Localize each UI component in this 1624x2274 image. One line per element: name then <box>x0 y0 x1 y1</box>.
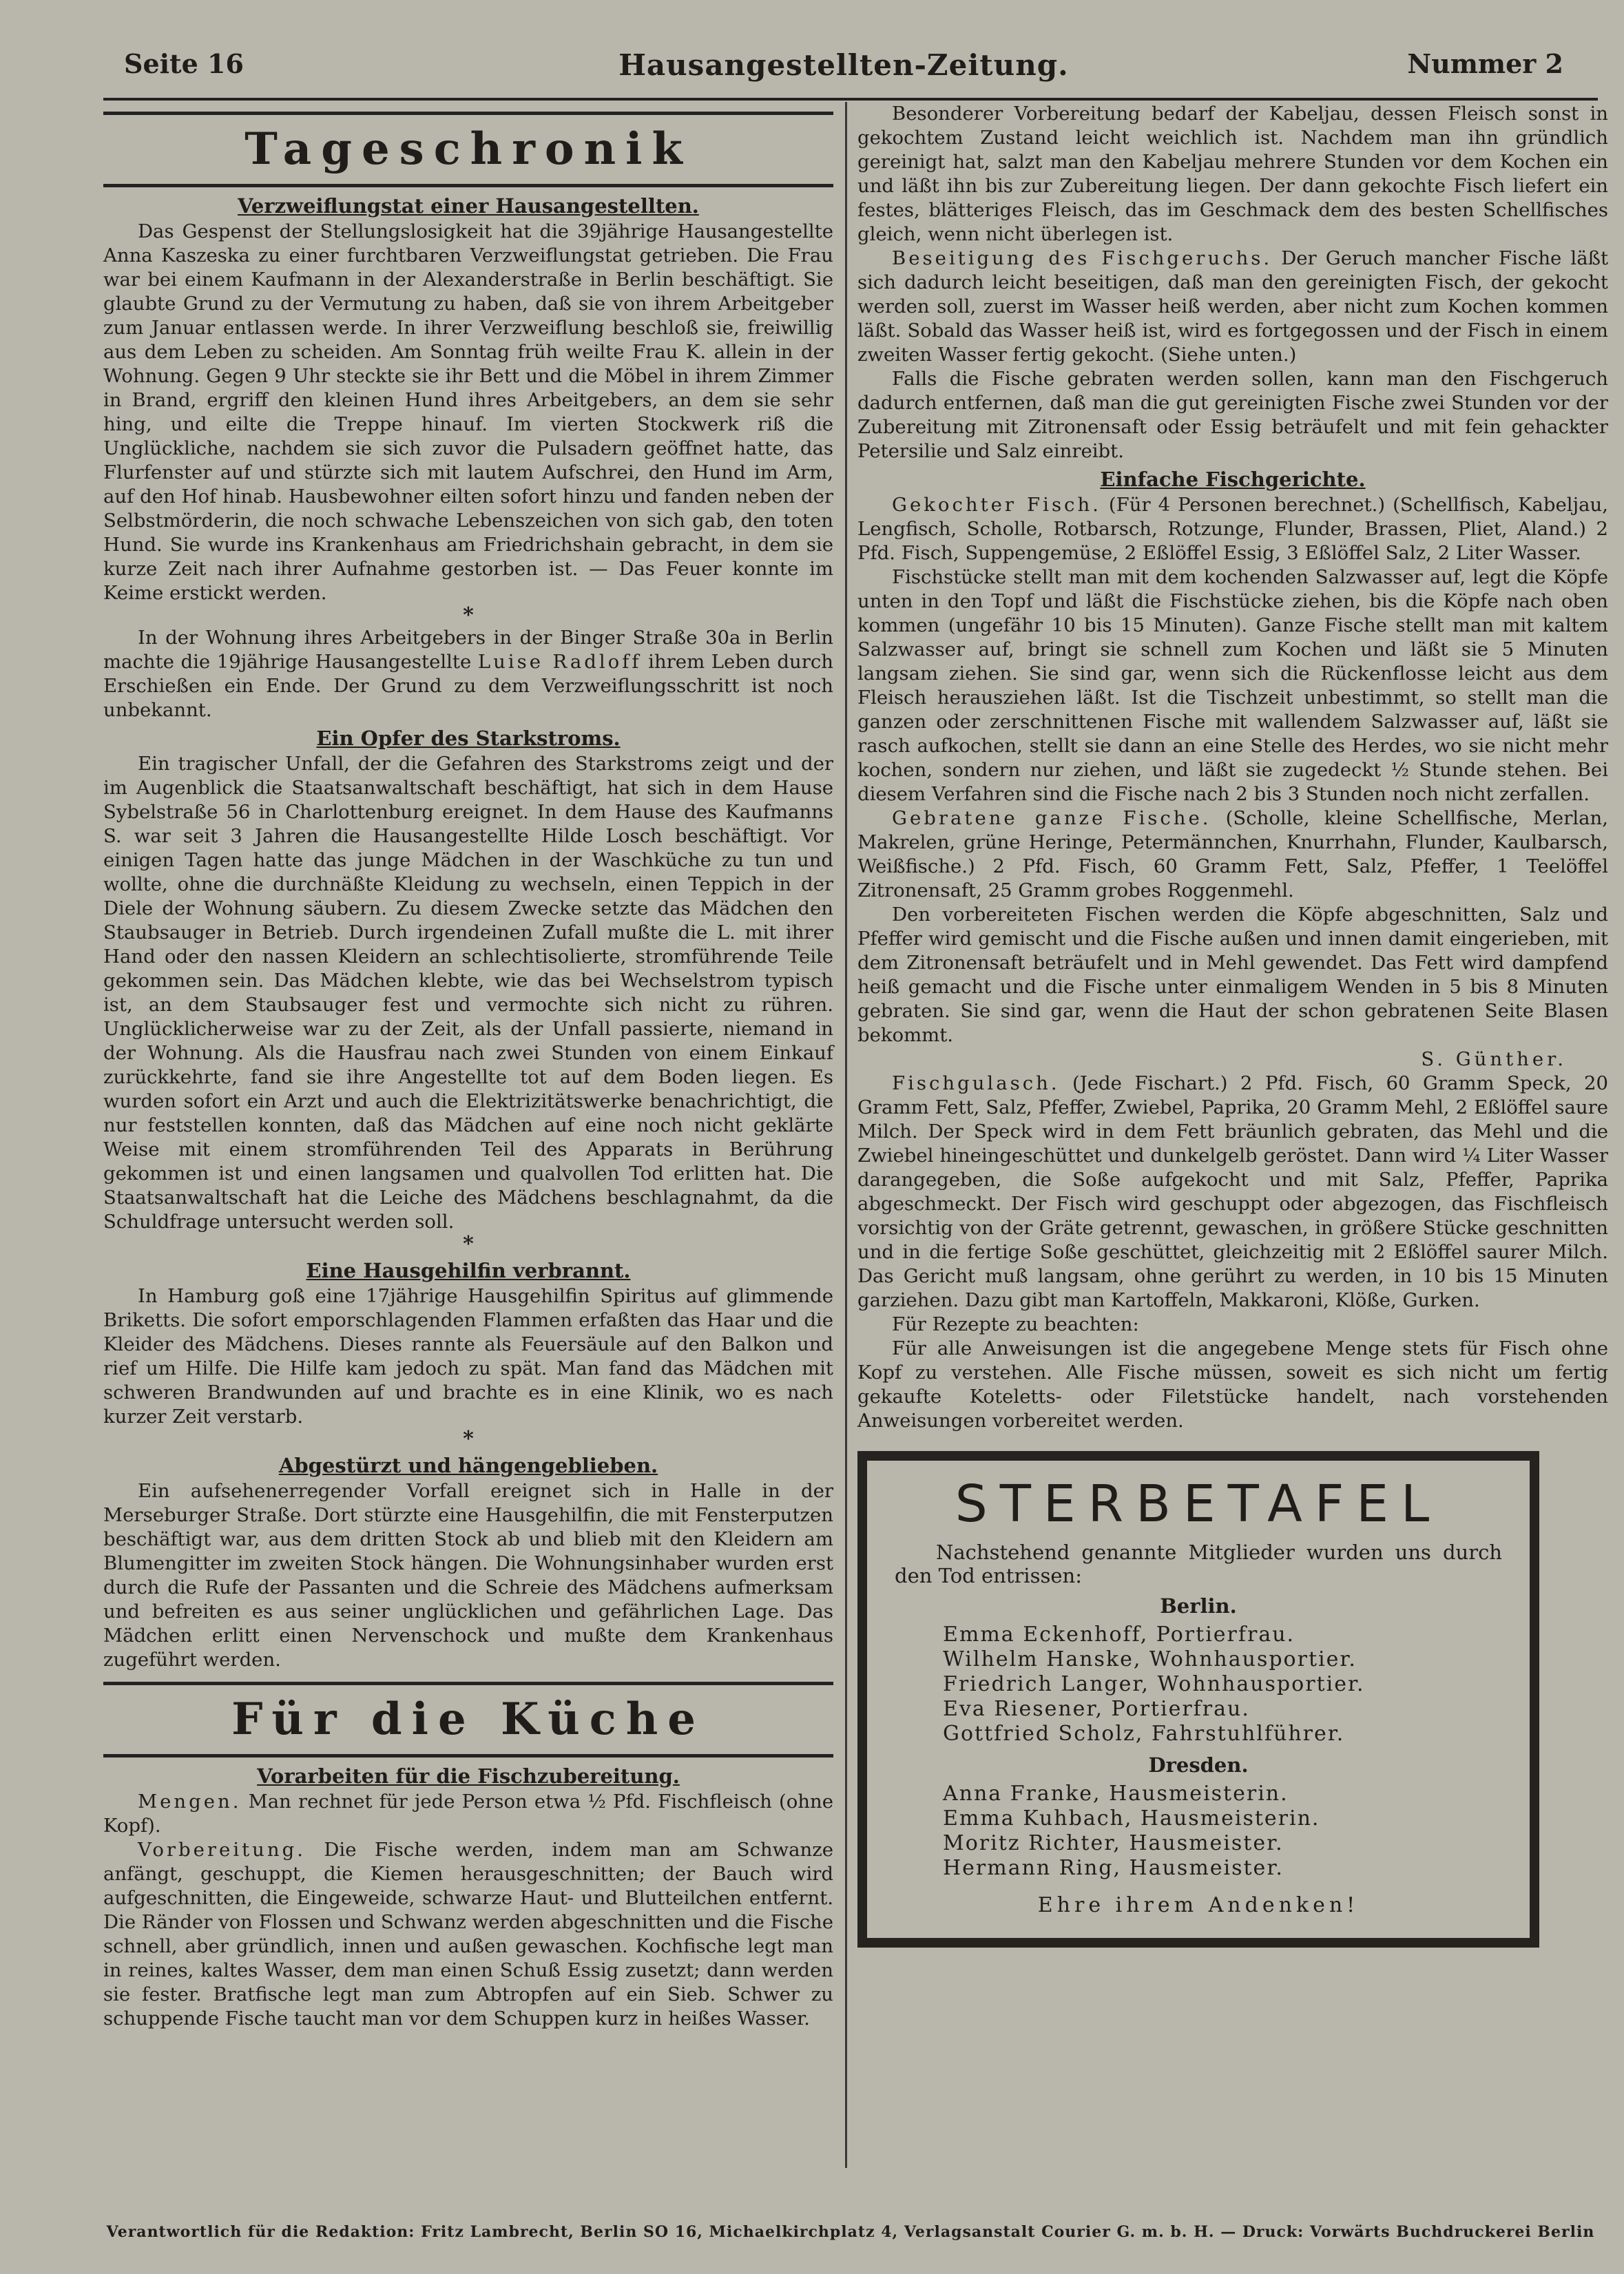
paragraph-label: Vorbereitung. <box>138 1839 306 1861</box>
obituary-entry: Eva Riesener, Portierfrau. <box>943 1697 1250 1721</box>
left-column <box>103 102 833 2031</box>
article-heading: Eine Hausgehilfin verbrannt. <box>306 1259 631 1282</box>
paragraph-body: (Scholle, kleine Schellfische, Merlan, Makrelen, grüne Heringe, Petermännchen, Knurrhahn, Flunder, Kaulbarsch, Weißfische.) 2 Pfd. Fisch, 60 Gramm Fett, Salz, Pfeffer, 1 Teelöffel Zitronensaft, 25 Gramm grobes Roggenmehl. <box>857 807 1608 901</box>
article-text-part: ihrem Leben durch Erschießen ein Ende. Der Grund zu dem Verzweiflungsschritt ist noch unbekannt. <box>103 651 833 721</box>
paragraph-label: Fischgulasch. <box>892 1072 1060 1094</box>
article-text: Für alle Anweisungen ist die angegebene Menge stets für Fisch ohne Kopf zu verstehen. Alle Fische müssen, soweit es sich nicht um fertig gekaufte Koteletts- oder Filetstücke handelt, nach vorstehenden Anweisungen vorbereitet werden. <box>857 1337 1608 1432</box>
article-text: Ein aufsehenerregender Vorfall ereignet sich in Halle in der Merseburger Straße. Dort stürzte eine Hausgehilfin, die mit Fensterputzen beschäftigt war, aus dem dritten Stock ab und blieb mit den Kleidern am Blumengitter im zweiten Stock hängen. Die Wohnungsinhaber wurden erst durch die Rufe der Passanten und die Schreie des Mädchens aufmerksam und befreiten es aus seiner unglücklichen und gefährlichen Lage. Das Mädchen erlitt einen Nervenschock und mußte dem Krankenhaus zugeführt werden. <box>103 1480 833 1671</box>
obituary-entry: Friedrich Langer, Wohnhausportier. <box>943 1672 1365 1696</box>
column-divider <box>845 102 847 2168</box>
paragraph-label: Mengen. <box>138 1791 242 1813</box>
article-text: Falls die Fische gebraten werden sollen, kann man den Fischgeruch dadurch entfernen, daß man die gut gereinigten Fische zwei Stunden vor der Zubereitung mit Zitronensaft oder Essig beträufelt und mit fein gehackter Petersilie und Salz einreibt. <box>857 368 1608 462</box>
article-heading: Verzweiflungstat einer Hausangestellten. <box>238 194 699 218</box>
article-text <box>103 626 833 722</box>
article-text: Für Rezepte zu beachten: <box>892 1313 1139 1335</box>
obituary-entry: Hermann Ring, Hausmeister. <box>943 1856 1284 1880</box>
obituary-entry: Anna Franke, Hausmeisterin. <box>943 1782 1289 1806</box>
paragraph-label: Gekochter Fisch. <box>892 494 1101 516</box>
obituary-city: Dresden. <box>1148 1753 1249 1777</box>
obituary-title: STERBETAFEL <box>955 1474 1442 1534</box>
obituary-box <box>857 1451 1539 1948</box>
article-text <box>857 247 1608 367</box>
right-column <box>857 102 1608 1948</box>
author-signature: S. Günther. <box>1421 1048 1567 1070</box>
obituary-entry: Emma Eckenhoff, Portierfrau. <box>943 1623 1295 1647</box>
separator-star: * <box>463 603 474 627</box>
obituary-entry: Emma Kuhbach, Hausmeisterin. <box>943 1806 1320 1830</box>
article-heading: Einfache Fischgerichte. <box>1100 468 1366 491</box>
person-name: Luise Radloff <box>477 651 642 673</box>
article-text: Ein tragischer Unfall, der die Gefahren des Starkstroms zeigt und der im Augenblick die Staatsanwaltschaft beschäftigt, hat sich in dem Hause Sybelstraße 56 in Charlottenburg ereignet. In dem Hause des Kaufmanns S. war seit 3 Jahren die Hausangestellte Hilde Losch beschäftigt. Vor einigen Tagen hatte das junge Mädchen in der Waschküche zu tun und wollte, ohne die durchnäßte Kleidung zu wechseln, einen Teppich in der Diele der Wohnung säubern. Zu diesem Zwecke setzte das Mädchen den Staubsauger in Betrieb. Durch irgendeinen Zufall mußte die L. mit ihrer Hand oder den nassen Kleidern an schlechtisolierte, stromführende Teile gekommen sein. Das Mädchen klebte, wie das bei Wechselstrom typisch ist, an dem Staubsauger fest und vermochte sich nicht zu rühren. Unglücklicherweise war zu der Zeit, als der Unfall passierte, niemand in der Wohnung. Als die Hausfrau nach zwei Stunden von einem Einkauf zurückkehrte, fand sie ihre Angestellte tot auf dem Boden liegen. Es wurden sofort ein Arzt und auch die Elektrizitätswerke benachrichtigt, die nur feststellen konnten, daß das Mädchen auf eine noch nicht geklärte Weise mit einem stromführenden Teil des Apparats in Berührung gekommen ist und einen langsamen und qualvollen Tod erlitten hat. Die Staatsanwaltschaft hat die Leiche des Mädchens beschlagnahmt, da die Schuldfrage untersucht werden soll. <box>103 753 833 1233</box>
article-text: In Hamburg goß eine 17jährige Hausgehilfin Spiritus auf glimmende Briketts. Die sofort emporschlagenden Flammen erfaßten das Haar und die Kleider des Mädchens. Dieses rannte als Feuersäule auf den Balkon und rief um Hilfe. Die Hilfe kam jedoch zu spät. Man fand das Mädchen mit schweren Brandwunden auf und brachte es in eine Klinik, wo es nach kurzer Zeit verstarb. <box>103 1285 833 1428</box>
article-heading: Abgestürzt und hängengeblieben. <box>278 1454 658 1477</box>
paragraph-label: Beseitigung des Fischgeruchs. <box>892 247 1273 269</box>
article-heading: Ein Opfer des Starkstroms. <box>316 727 621 750</box>
newspaper-title: Hausangestellten-Zeitung. <box>618 48 1069 82</box>
article-text <box>857 1072 1608 1313</box>
header-rule <box>103 98 1598 101</box>
article-heading: Vorarbeiten für die Fischzubereitung. <box>257 1764 680 1788</box>
article-text <box>103 1838 833 2031</box>
section-title-tageschronik: Tageschronik <box>103 112 833 187</box>
paragraph-body: Der Geruch mancher Fische läßt sich dadurch leicht beseitigen, daß man den gereinigten Fisch, der gekocht werden soll, zuerst im Wasser heiß werden, aber nicht zum Kochen kommen läßt. Sobald das Wasser heiß ist, wird es fortgegossen und der Fisch in einem zweiten Wasser fertig gekocht. (Siehe unten.) <box>857 247 1609 366</box>
article-text: Den vorbereiteten Fischen werden die Köpfe abgeschnitten, Salz und Pfeffer wird gemischt und die Fische außen und innen damit eingerieben, mit dem Zitronensaft beträufelt und in Mehl gewendet. Das Fett wird dampfend heiß gemacht und die Fische unter einmaligem Wenden in 5 bis 8 Minuten gebraten. Sie sind gar, wenn die Haut der schon gebratenen Seite Blasen bekommt. <box>857 904 1608 1046</box>
article-text <box>857 493 1608 565</box>
obituary-intro: Nachstehend genannte Mitglieder wurden uns durch den Tod entrissen: <box>895 1541 1502 1587</box>
obituary-entry: Gottfried Scholz, Fahrstuhlführer. <box>943 1722 1345 1746</box>
article-text: Besonderer Vorbereitung bedarf der Kabeljau, dessen Fleisch sonst in gekochtem Zustand leicht weichlich ist. Nachdem man ihn gründlich gereinigt hat, salzt man den Kabeljau mehrere Stunden vor dem Kochen ein und läßt ihn bis zur Zubereitung liegen. Der dann gekochte Fisch liefert ein festes, blätteriges Fleisch, das im Geschmack dem des besten Schellfisches gleich, wenn nicht überlegen ist. <box>857 103 1608 245</box>
issue-number: Nummer 2 <box>1407 48 1563 79</box>
obituary-city: Berlin. <box>1160 1594 1237 1618</box>
obituary-entry: Wilhelm Hanske, Wohnhausportier. <box>943 1647 1357 1671</box>
paragraph-body: (Jede Fischart.) 2 Pfd. Fisch, 60 Gramm Speck, 20 Gramm Fett, Salz, Pfeffer, Zwiebel, Paprika, 20 Gramm Mehl, 2 Eßlöffel saure Milch. Der Speck wird in dem Fett bräunlich gebraten, das Mehl und die Zwiebel hineingeschüttet und dunkelgelb geröstet. Dann wird ¼ Liter Wasser darangegeben, die Soße aufgekocht und mit Salz, Pfeffer, Paprika abgeschmeckt. Der Fisch wird geschuppt oder abgezogen, das Fischfleisch vorsichtig von der Gräte getrennt, gewaschen, in größere Stücke geschnitten und in die fertige Soße geschüttet, gleichzeitig mit 2 Eßlöffel saurer Milch. Das Gericht muß langsam, ohne gerührt zu werden, in 10 bis 15 Minuten garziehen. Dazu gibt man Kartoffeln, Makkaroni, Klöße, Gurken. <box>857 1072 1608 1311</box>
section-title-kueche: Für die Küche <box>103 1682 833 1757</box>
paragraph-body: Man rechnet für jede Person etwa ½ Pfd. Fischfleisch (ohne Kopf). <box>103 1791 833 1837</box>
separator-star: * <box>463 1427 474 1451</box>
page-header <box>124 48 1563 90</box>
article-text: Fischstücke stellt man mit dem kochenden Salzwasser auf, legt die Köpfe unten in den Topf und läßt die Fischstücke ziehen, bis die Köpfe nach oben kommen (ungefähr 10 bis 15 Minuten). Ganze Fische stellt man mit kaltem Salzwasser auf, bringt sie schnell zum Kochen und läßt sie 5 Minuten langsam ziehen. Sie sind gar, wenn sich die Rückenflosse leicht aus dem Fleisch herausziehen läßt. Ist die Tischzeit unbestimmt, so stellt man die ganzen oder zerschnittenen Fische mit wallendem Salzwasser auf, läßt sie rasch aufkochen, stellt sie dann an eine Stelle des Herdes, wo sie nicht mehr kochen, sondern nur ziehen, und läßt sie zugedeckt ½ Stunde stehen. Bei diesem Verfahren sind die Fische nach 2 bis 3 Stunden noch nicht zerfallen. <box>857 566 1608 805</box>
article-text-part: In der Wohnung ihres Arbeitgebers in der Binger Straße 30a in Berlin machte die 19jährige Hausangestellte <box>103 627 833 673</box>
imprint-footer: Verantwortlich für die Redaktion: Fritz Lambrecht, Berlin SO 16, Michaelkirchplatz 4, Verlagsanstalt Courier G. m. b. H. — Druck: Vorwärts Buchdruckerei Berlin <box>106 2223 1595 2241</box>
obituary-closing: Ehre ihrem Andenken! <box>1037 1893 1360 1917</box>
article-text <box>103 1790 833 1838</box>
separator-star: * <box>463 1232 474 1256</box>
article-text: Das Gespenst der Stellungslosigkeit hat die 39jährige Hausangestellte Anna Kaszeska zu einer furchtbaren Verzweiflungstat getrieben. Die Frau war bei einem Kaufmann in der Alexanderstraße in Berlin beschäftigt. Sie glaubte Grund zu der Vermutung zu haben, daß sie von ihrem Arbeitgeber zum Januar entlassen werde. In ihrer Verzweiflung beschloß sie, freiwillig aus dem Leben zu scheiden. Am Sonntag früh weilte Frau K. allein in der Wohnung. Gegen 9 Uhr steckte sie ihr Bett und die Möbel in ihrem Zimmer in Brand, ergriff den kleinen Hund ihres Arbeitgebers, an dem sie sehr hing, und eilte die Treppe hinauf. Im vierten Stockwerk riß die Unglückliche, nachdem sie sich zuvor die Pulsadern geöffnet hatte, das Flurfenster auf und stürzte sich mit lautem Aufschrei, den Hund im Arm, auf den Hof hinab. Hausbewohner eilten sofort hinzu und fanden neben der Selbstmörderin, die noch schwache Lebenszeichen von sich gab, den toten Hund. Sie wurde ins Krankenhaus am Friedrichshain gebracht, in dem sie kurze Zeit nach ihrer Aufnahme gestorben ist. — Das Feuer konnte im Keime erstickt werden. <box>103 220 833 604</box>
page-number: Seite 16 <box>124 48 244 79</box>
article-text <box>857 806 1608 903</box>
paragraph-body: Die Fische werden, indem man am Schwanze anfängt, geschuppt, die Kiemen herausgeschnitten; der Bauch wird aufgeschnitten, die Eingeweide, schwarze Haut- und Blutteilchen entfernt. Die Ränder von Flossen und Schwanz werden abgeschnitten und die Fische schnell, aber gründlich, innen und außen gewaschen. Kochfische legt man in reines, kaltes Wasser, dem man einen Schuß Essig zusetzt; dann werden sie fester. Bratfische legt man zum Abtropfen auf ein Sieb. Schwer zu schuppende Fische taucht man vor dem Schuppen kurz in heißes Wasser. <box>103 1839 833 2030</box>
obituary-entry: Moritz Richter, Hausmeister. <box>943 1831 1284 1855</box>
paragraph-label: Gebratene ganze Fische. <box>892 807 1211 829</box>
paragraph-body: (Für 4 Personen berechnet.) (Schellfisch, Kabeljau, Lengfisch, Scholle, Rotbarsch, Rotzunge, Flunder, Brassen, Pliet, Aland.) 2 Pfd. Fisch, Suppengemüse, 2 Eßlöffel Essig, 3 Eßlöffel Salz, 2 Liter Wasser. <box>857 494 1608 564</box>
